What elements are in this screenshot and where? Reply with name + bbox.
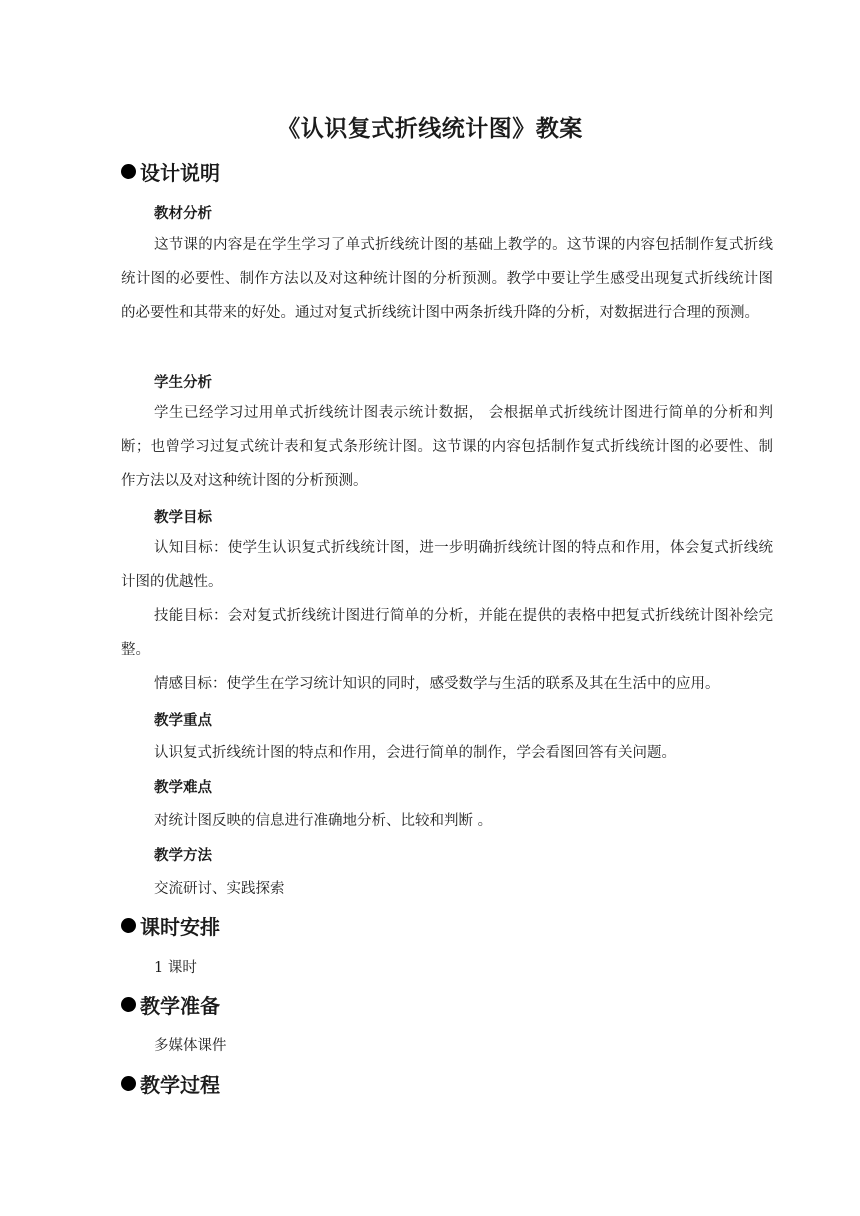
subheading-key: 教学重点 [154, 713, 212, 729]
document-title: 《认识复式折线统计图》教案 [277, 116, 583, 142]
subheading-difficulty: 教学难点 [154, 780, 212, 796]
section-heading-design [121, 157, 220, 186]
section-heading-label: 教学过程 [140, 1073, 220, 1097]
subheading-student: 学生分析 [154, 375, 212, 391]
paragraph-student: 学生已经学习过用单式折线统计图表示统计数据， 会根据单式折线统计图进行简单的分析和判断；也曾学习过复式统计表和复式条形统计图。这节课的内容包括制作复式折线统计图的必要性、制作方法以及对这种统计图的分析预测。 [121, 405, 773, 489]
section-heading-prep [121, 990, 220, 1019]
subheading-method: 教学方法 [154, 848, 212, 864]
paragraph-goal-emotion: 情感目标：使学生在学习统计知识的同时，感受数学与生活的联系及其在生活中的应用。 [154, 676, 720, 692]
paragraph-material: 这节课的内容是在学生学习了单式折线统计图的基础上教学的。这节课的内容包括制作复式折线统计图的必要性、制作方法以及对这种统计图的分析预测。教学中要让学生感受出现复式折线统计图的必要性和其带来的好处。通过对复式折线统计图中两条折线升降的分析，对数据进行合理的预测。 [121, 237, 773, 321]
text-prep: 多媒体课件 [154, 1038, 227, 1054]
bullet-icon [121, 918, 136, 933]
section-heading-label: 设计说明 [140, 161, 220, 185]
section-heading-schedule [121, 911, 220, 940]
section-heading-label: 课时安排 [140, 915, 220, 939]
subheading-goals: 教学目标 [154, 510, 212, 526]
paragraph-goal-cognitive: 认知目标：使学生认识复式折线统计图，进一步明确折线统计图的特点和作用，体会复式折线统计图的优越性。 [121, 540, 773, 590]
text-schedule: 1 课时 [154, 960, 197, 976]
subheading-material: 教材分析 [154, 206, 212, 222]
bullet-icon [121, 997, 136, 1012]
bullet-icon [121, 1076, 136, 1091]
paragraph-goal-skill: 技能目标：会对复式折线统计图进行简单的分析，并能在提供的表格中把复式折线统计图补绘完整。 [121, 608, 773, 658]
text-key: 认识复式折线统计图的特点和作用，会进行简单的制作，学会看图回答有关问题。 [154, 745, 676, 761]
section-heading-process [121, 1069, 220, 1098]
text-method: 交流研讨、实践探索 [154, 881, 285, 897]
text-difficulty: 对统计图反映的信息进行准确地分析、比较和判断 。 [154, 813, 493, 829]
section-heading-label: 教学准备 [140, 994, 220, 1018]
bullet-icon [121, 164, 136, 179]
